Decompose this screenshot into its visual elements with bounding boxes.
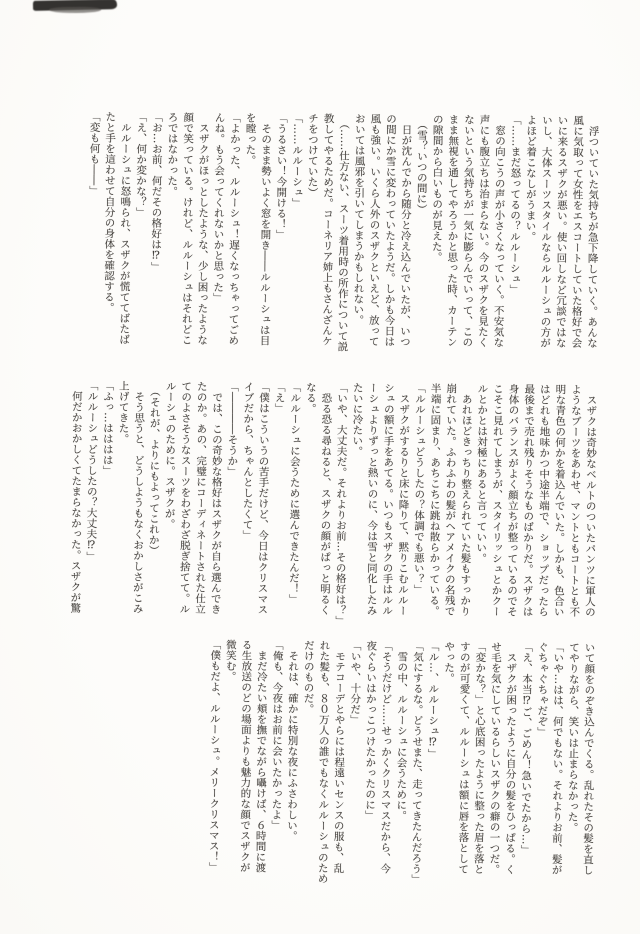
text-band-middle: スザクは奇妙なベルトのついたパンツに軍人の ようなブーツをあわせ、マントともコートとも不 明な青色の何かを着込んでいた。しかも、色合い はどれも地味かつ中途半端で、ショップだったら 最後まで売れ残りそうなものばかりだ。スザクは 身体のバランスがよく顔立ちが整っているのでそ こそこ見れてしまうが、スタイリッシュとかクー ルとかとは対極にあると言っていい。 あれほどきっちり整えられていた髪もすっかり 崩れていた。ふわふわの髪がヘアメイクの名残で 半端に固まり、あちこちに跳ね散らかっている。 「ルルーシュどうしたの？体調でも悪い？」 スザクがするりと床に降りて、黙りこむルルー シュの額に手をあてる。いつもスザクの手はルル ーシュよりずっと熱いのに、今は雪と同化したみ たいに冷たい。 「いや、大丈夫だ。それよりお前…その格好は？」 恐る恐る尋ねると、スザクの顔がぱっと明るく なる。 「ルルーシュに会うために選んできたんだ！」 「え」 「僕はこういうの苦手だけど、今日はクリスマス イブだから、ちゃんとしたくて」 「――――そうか」 では、この奇妙な格好はスザクが自ら選んでき たのか。あの、完璧にコーディネートされた仕立 てのよさそうなスーツをわざわざ脱ぎ捨てて。ル ルーシュのために。スザクが。 （それが、よりにもよってこれか） そう思うと、どうしようもなくおかしさがこみ 上げてきた。 「ふっ…はははは」 「ルルーシュどうしたの？大丈夫⁉」 何だかおかしくてたまらなかった。スザクが驚 [69, 380, 598, 627]
text-band-bottom: いて顔をのぞき込んでくる。乱れたその髪を直し てやりながら、笑いは止まらなかった。 「いや…はは、何でもない。それよりお前、髪が ぐちゃぐちゃだぞ」 「え、本当⁉ご、ごめん！急いでたから…」 スザクが困ったように自分の髪をひっぱる。く せ毛を気にしているらしいスザクの癖の一つだ。 「変かな？」と心底困ったように整った眉を落と すのが可愛くて、ルルーシュは額に唇を落として やった。 「ル…、ルルーシュ⁉」 「気にするな。どうせまた、走ってきたんだろう」 雪の中、ルルーシュに会うために。 「そうだけど……せっかくクリスマスだから、今 夜ぐらいはかっこつけたかったのに」 「いや、十分だ」 モテコーデとやらには程遠いセンスの服も、乱 れた髪も、８０万人の誰でもなくルルーシュのため だけのものだ。 それは、確かに特別な夜にふさわしい。 「俺も、今夜はお前に会いたかったよ」 まだ冷たい頬を撫でながら囁けば、６時間に渡 る生放送のどの場面よりも魅力的な顔でスザクが 微笑む。 「僕もだよ、ルルーシュ。メリークリスマス！」 [207, 639, 596, 885]
text-band-top: 浮ついていた気持ちが急下降していく。あんな 風に気取って女性をエスコートしていた格好で会 いに来るスザクが悪い。使い回しなど冗談ではな いし、大体スーツスタイルならルルーシュの方が よほど着こなしがうまい。 「……まだ怒ってるの？ルルーシュ」 窓の向こうの声が小さくなっていく。不安気な 声にも腹立ちは治まらない。今のスザクを見たく ないという気持ちが一気に膨らんでいって、この まま無視を通してやろうかと思った時、カーテン の隙間から白いものが見えた。 （雪？いつの間に） 日が沈んでから随分と冷え込んでいたが、いつ の間にか雪に変わっていたようだ。しかも今日は 風も強い。いくら人外のスザクといえど、放って おいては風邪を引いてしまうかもしれない。 （……仕方ない、スーツ着用時の所作について説 教してやるためだ。コーネリア姉上もさんざんケ チをつけていた） 「……ルルーシュ」 「うるさい！今開ける！」 そのまま勢いよく窓を開き――ルルーシュは目 を瞠った。 「よかった、ルルーシュ！遅くなっちゃってごめ んね。もう会ってくれないかと思った」 スザクがほっとしたような、少し困ったような 顔で笑っている。けれど、ルルーシュはそれどこ ろではなかった。 「お…お前、何だその格好は⁉」 「え、何か変かな？」 ルルーシュに怒鳴られ、スザクが慌ててばたば たと手を這わせて自分の身体を確認する。 「変も何も――」 [88, 111, 600, 352]
